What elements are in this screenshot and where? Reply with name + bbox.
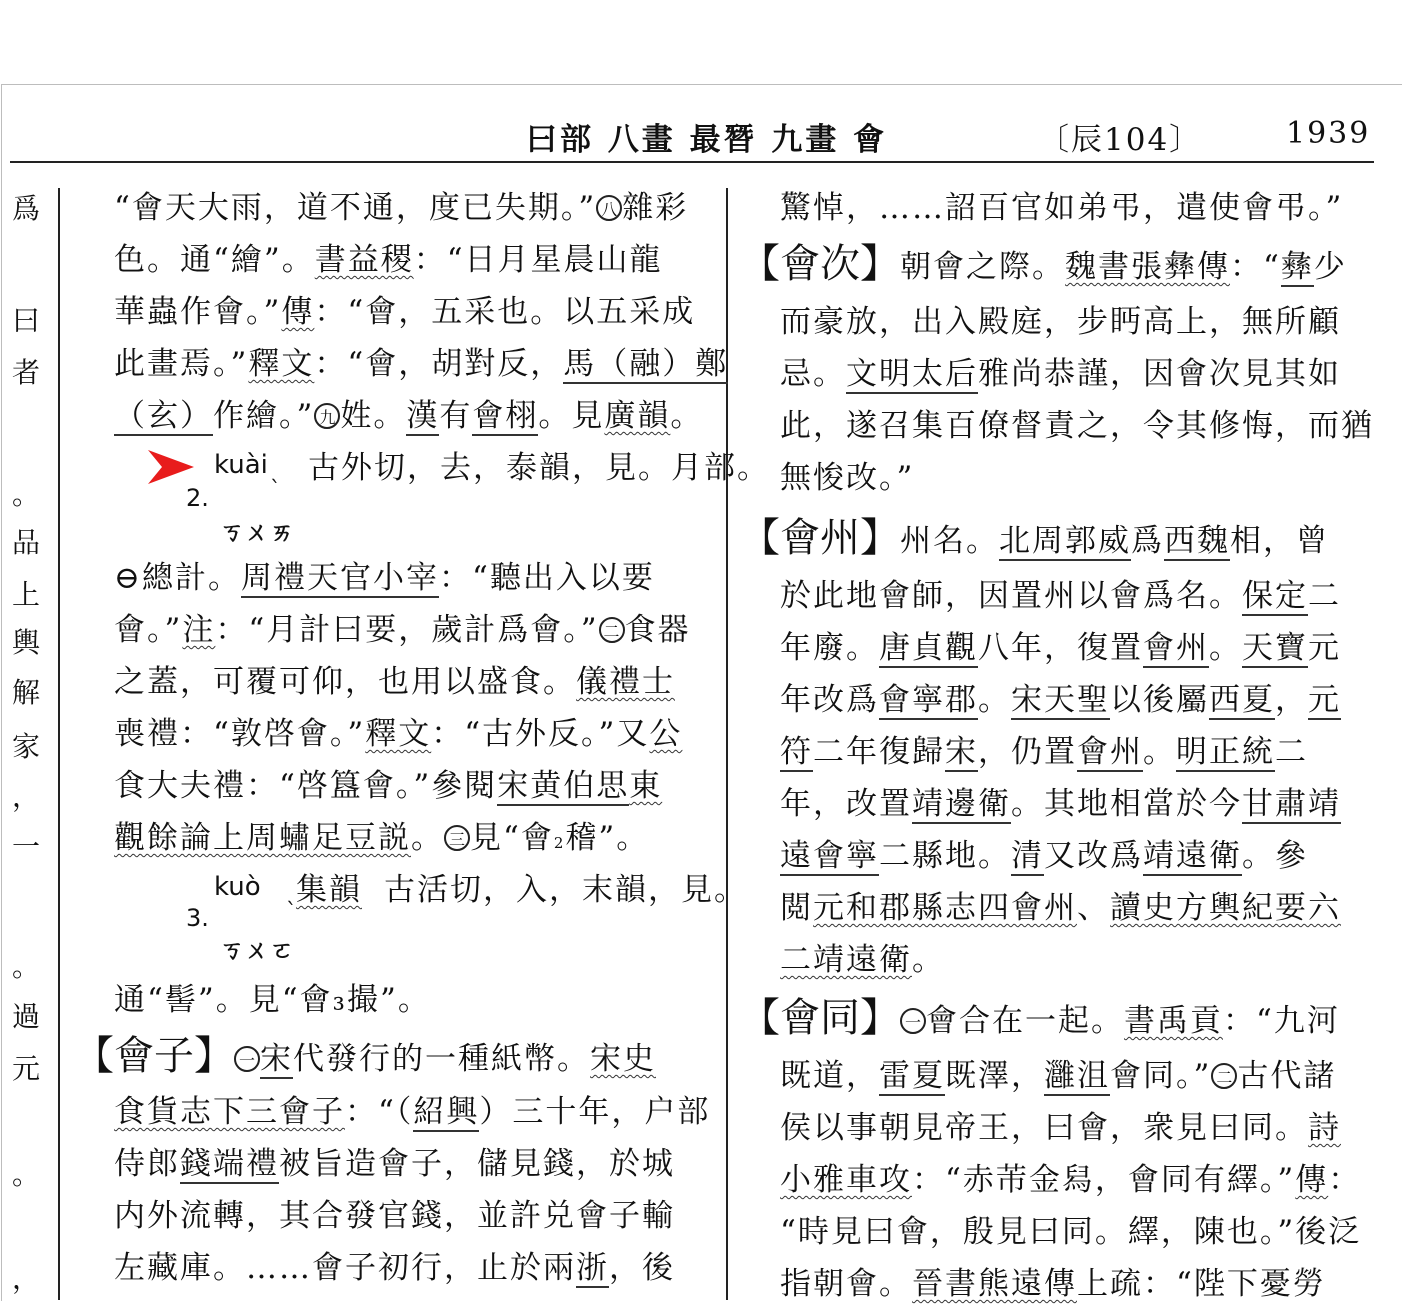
reading-2-zhuyin: ㄎㄨㄞ — [220, 517, 295, 546]
headword: 【會州】 — [740, 515, 900, 561]
entry-huizhou-line-4: 年改爲會寧郡。宋天聖以後屬西夏，元 — [780, 682, 1341, 718]
left-line-6: ⊖總計。周禮天官小宰：“聽出入以要 — [114, 560, 655, 596]
reading-3-zhuyin: ㄎㄨㄛ — [220, 935, 295, 964]
reading-2-fanqie: 古外切，去，泰韻，見。月部。 — [308, 450, 770, 486]
headword: 【會子】 — [74, 1033, 234, 1079]
headword: 【會次】 — [740, 241, 900, 287]
margin-fragment: ， — [11, 780, 40, 813]
margin-fragment: 品 — [11, 526, 40, 559]
left-line-9: 喪禮：“敦啓會。”釋文：“古外反。”又公 — [114, 716, 683, 752]
entry-huitong: 【會同】 一 會合在一起。書禹貢：“九河 — [740, 995, 1340, 1041]
margin-fragment: 家 — [11, 730, 40, 763]
entry-huizhou: 【會州】州名。北周郭威爲西魏相，曾 — [740, 515, 1329, 561]
entry-kuaizi-line-3: 侍郎錢端禮被旨造會子，儲見錢，於城 — [114, 1146, 675, 1182]
entry-kuaizi: 【會子】 一 宋代發行的一種紙幣。宋史 — [74, 1033, 656, 1079]
left-line-5: （玄）作繪。” 九 姓。漢有會栩。見廣韻。 — [114, 398, 704, 434]
margin-fragment: 曰 — [11, 304, 40, 337]
left-line-12: 通“髻”。見“會₃撮”。 — [114, 982, 431, 1018]
margin-fragment: 解 — [11, 676, 40, 709]
margin-fragment: 。 — [11, 1158, 40, 1191]
entry-huitong-line-6: 指朝會。晉書熊遠傳上疏：“陛下憂勞 — [780, 1266, 1326, 1302]
left-line-1: “會天大雨，道不通，度已失期。” 八 雜彩 — [114, 190, 689, 226]
entry-huici-line-2: 而豪放，出入殿庭，步眄高上，無所顧 — [780, 304, 1341, 340]
entry-kuaizi-line-2: 食貨志下三會子：“（紹興）三十年，户部 — [114, 1094, 711, 1130]
entry-huitong-line-5: “時見曰會，殷見曰同。繹，陳也。”後泛 — [780, 1214, 1362, 1250]
reading-2-pinyin: kuài — [214, 450, 268, 480]
running-head — [0, 114, 1402, 158]
entry-huizhou-line-5: 符二年復歸宋，仍置會州。明正統二 — [780, 734, 1308, 770]
volume-marker: 〔辰104〕 — [1038, 122, 1203, 158]
header-rule — [10, 161, 1374, 163]
margin-fragment: 。 — [11, 950, 40, 983]
page-number: 1939 — [1286, 116, 1371, 151]
reading-3-source: 集韻 — [296, 872, 362, 908]
entry-huici-line-3: 忌。文明太后雅尚恭謹，因會次見其如 — [780, 356, 1341, 392]
margin-fragment: ， — [11, 1262, 40, 1295]
left-line-3: 華蟲作會。”傳：“會，五采也。以五采成 — [114, 294, 696, 330]
red-arrow-icon — [148, 450, 194, 484]
entry-huizhou-line-3: 年廢。唐貞觀八年，復置會州。天寶元 — [780, 630, 1341, 666]
left-line-7: 會。”注：“月計曰要，歲計爲會。” 二 食器 — [114, 612, 691, 648]
reading-3-number: 3. — [186, 904, 209, 932]
entry-huizhou-line-9: 二靖遠衛。 — [780, 942, 945, 978]
reading-2-number: 2. — [186, 484, 209, 512]
top-blank-band — [0, 0, 1402, 84]
margin-fragment: 者 — [11, 356, 40, 389]
entry-huitong-line-2: 既道，雷夏既澤，灉沮會同。” 二 古代諸 — [780, 1058, 1337, 1094]
margin-fragment: 。 — [11, 478, 40, 511]
entry-kuaizi-line-5: 左藏庫。……會子初行，止於兩浙，後 — [114, 1250, 675, 1286]
left-line-8: 之蓋，可覆可仰，也用以盛食。儀禮士 — [114, 664, 675, 700]
left-line-11: 觀餘論上周蟰足豆説。 三 見“會2稽”。 — [114, 820, 650, 856]
entry-huizhou-line-7: 遠會寧二縣地。清又改爲靖遠衛。參 — [780, 838, 1308, 874]
tone-mark: ˋ — [270, 478, 281, 503]
margin-fragment: 過 — [11, 1000, 40, 1033]
right-continuation: 驚悼，……詔百官如弟弔，遣使會弔。” — [780, 190, 1344, 226]
entry-huitong-line-4: 小雅車攻：“赤芾金舄，會同有繹。”傳： — [780, 1162, 1362, 1198]
margin-fragment: 一 — [11, 830, 40, 863]
left-margin-rule — [58, 188, 60, 1300]
tone-mark: ˋ — [286, 900, 297, 925]
entry-huici: 【會次】朝會之際。魏書張彝傳：“彝少 — [740, 241, 1347, 287]
entry-huici-line-5: 無悛改。” — [780, 460, 915, 496]
margin-fragment: 輿 — [11, 626, 40, 659]
left-line-2: 色。通“繪”。書益稷：“日月星晨山龍 — [114, 242, 663, 278]
entry-huizhou-line-8: 閲元和郡縣志四會州、讀史方輿紀要六 — [780, 890, 1341, 926]
entry-kuaizi-line-4: 内外流轉，其合發官錢，並許兑會子輸 — [114, 1198, 675, 1234]
reading-3-pinyin: kuò — [214, 872, 261, 902]
left-line-10: 食大夫禮：“啓簋會。”參閱宋黄伯思東 — [114, 768, 663, 804]
entry-huitong-line-3: 侯以事朝見帝王，曰會，衆見曰同。詩 — [780, 1110, 1341, 1146]
entry-huizhou-line-2: 於此地會師，因置州以會爲名。保定二 — [780, 578, 1341, 614]
entry-huizhou-line-6: 年，改置靖邊衛。其地相當於今甘肅靖 — [780, 786, 1341, 822]
left-line-4: 此畫焉。”釋文：“會，胡對反，馬（融）鄭 — [114, 346, 729, 382]
margin-fragment: 元 — [11, 1052, 40, 1085]
headword: 【會同】 — [740, 995, 900, 1041]
left-margin-strip — [6, 180, 52, 1300]
entry-huici-line-4: 此，遂召集百僚督責之，令其修悔，而猶 — [780, 408, 1374, 444]
section-heading: 曰部 八畫 最朁 九畫 會 — [526, 122, 888, 158]
margin-fragment: 爲 — [11, 192, 40, 225]
margin-fragment: 上 — [11, 578, 40, 611]
reading-3-fanqie: 古活切，入，末韻，見。 — [384, 872, 747, 908]
